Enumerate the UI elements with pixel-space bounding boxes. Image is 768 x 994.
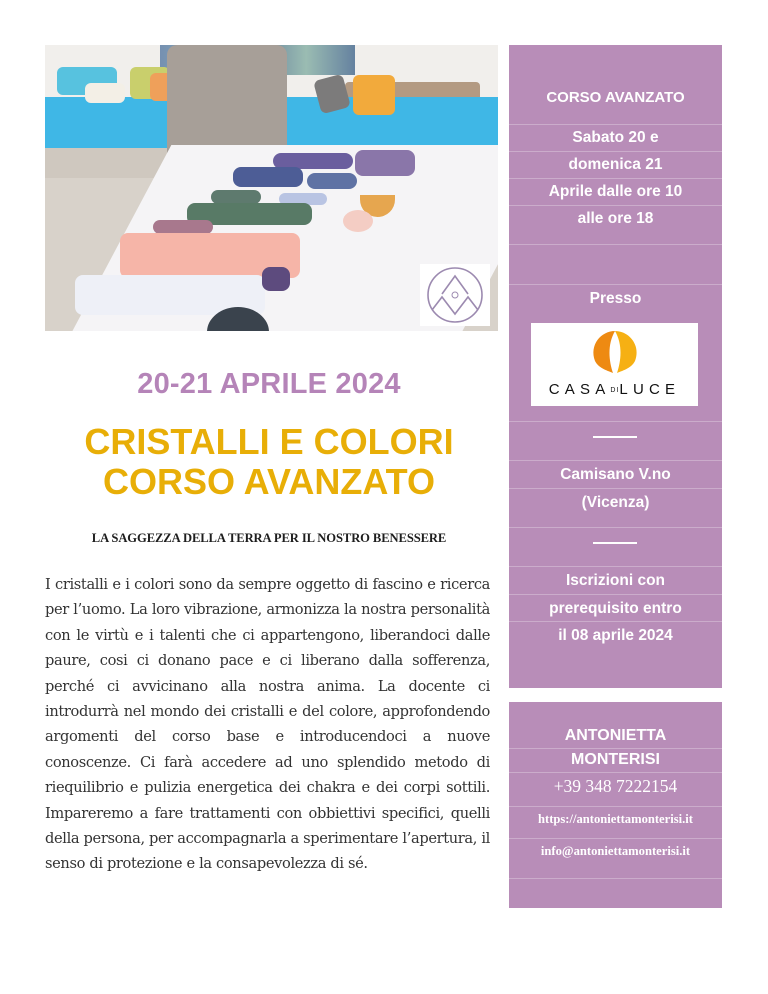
photo-rose-bowl xyxy=(343,210,373,232)
registration-line-3: il 08 aprile 2024 xyxy=(558,627,673,644)
schedule-line-4: alle ore 18 xyxy=(577,210,654,227)
contact-name-line2: MONTERISI xyxy=(571,751,660,768)
photo-stones-lapis xyxy=(233,167,303,187)
casa-di-luce-wordmark xyxy=(531,381,698,398)
event-title xyxy=(44,422,494,502)
divider xyxy=(509,878,722,879)
contact-phone[interactable]: +39 348 7222154 xyxy=(553,776,678,796)
wordmark-casa: CASA xyxy=(548,381,611,398)
divider xyxy=(509,421,722,422)
course-heading: CORSO AVANZATO xyxy=(546,89,685,106)
photo-crystal-cluster xyxy=(355,150,415,176)
venue-label: Presso xyxy=(589,290,642,307)
contact-website-link[interactable]: https://antoniettamonterisi.it xyxy=(538,812,693,826)
photo-pillow xyxy=(353,75,395,115)
divider xyxy=(509,527,722,528)
event-tagline: LA SAGGEZZA DELLA TERRA PER IL NOSTRO BENESSERE xyxy=(91,531,447,545)
photo-amethyst-geode xyxy=(262,267,290,291)
photo-pillow xyxy=(85,83,125,103)
am-logo-watermark xyxy=(420,264,490,326)
registration-line-2: prerequisito entro xyxy=(549,600,682,617)
info-panel xyxy=(509,45,722,688)
photo-stones-sodalite xyxy=(307,173,357,189)
event-title-line1: CRISTALLI E COLORI xyxy=(84,421,454,462)
photo-stones-rhodonite xyxy=(153,220,213,234)
location-line-2: (Vicenza) xyxy=(581,494,650,511)
event-title-line2: CORSO AVANZATO xyxy=(103,461,435,502)
schedule-line-1: Sabato 20 e xyxy=(572,129,659,146)
event-date-heading: 20-21 APRILE 2024 xyxy=(137,368,401,400)
casa-di-luce-leaves-icon xyxy=(531,323,698,379)
schedule-line-3: Aprile dalle ore 10 xyxy=(548,183,683,200)
contact-email-link[interactable]: info@antoniettamonterisi.it xyxy=(540,844,691,858)
schedule-line-2: domenica 21 xyxy=(568,156,663,173)
wordmark-luce: LUCE xyxy=(619,381,681,398)
divider xyxy=(509,244,722,245)
registration-line-1: Iscrizioni con xyxy=(565,572,666,589)
contact-name-line1: ANTONIETTA xyxy=(564,727,667,744)
am-logo-icon xyxy=(420,264,490,326)
event-description: I cristalli e i colori sono da sempre oggetto di fascino e ricerca per l’uomo. La loro vibrazione, armonizza la nostra personalità con le virtù e i talenti che ci appartengono, liberandoci dalle paure, cosi ci donano pace e ci liberano dalla sofferenza, perché ci avvicinano alla nostra anima. La docente ci introdurrà nel mondo dei cristalli e del colore, approfondendo argomenti del corso base e introducendoci a nuove conoscenze. Ci farà accedere ad uno splendido metodo di riequilibrio e pulizia energetica dei chakra e dei corpi sottili. Impareremo a fare trattamenti con obbiettivi specifici, quelli della persona, per accompagnarla a sperimentare l’apertura, il senso di protezione e la consapevolezza di sé. xyxy=(45,576,490,873)
separator-rule xyxy=(593,436,637,438)
location-line-1: Camisano V.no xyxy=(560,466,671,483)
hero-photo xyxy=(45,45,498,331)
contact-panel xyxy=(509,702,722,908)
photo-stones-green xyxy=(211,190,261,204)
wordmark-di: DI xyxy=(610,387,620,394)
separator-rule xyxy=(593,542,637,544)
casa-di-luce-logo xyxy=(531,323,698,406)
